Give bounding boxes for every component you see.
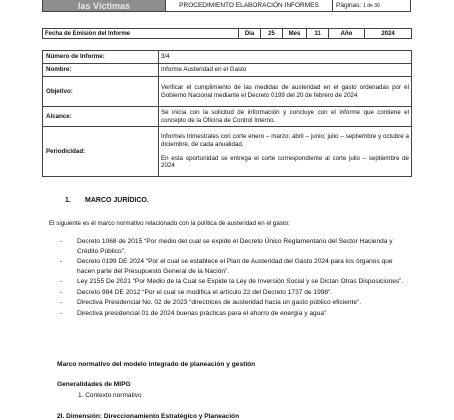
number-label: Número de Informe:	[43, 51, 159, 64]
day-value: 25	[261, 29, 283, 38]
report-info-table	[42, 50, 412, 177]
list-item-text: Directiva presidencial 01 de 2024 buenas prácticas para el ahorro de energía y agua”	[77, 309, 327, 317]
bullet-dash: -	[60, 278, 63, 285]
period-value	[159, 127, 412, 177]
pages-label: Páginas:	[336, 2, 362, 9]
objective-value: Verificar el cumplimiento de las medidas de austeridad en el gasto ordenadas por el Gobierno Nacional mediante el Decreto 0199 del 20 de febrero de 2024	[159, 77, 412, 107]
period-text-1: Informes trimestrales con corte enero – marzo; abril – junio; julio – septiembre y octubre a diciembre, de cada anualidad.	[161, 133, 409, 148]
table-row	[43, 77, 412, 107]
table-row	[43, 127, 412, 177]
entity-logo: las Víctimas	[42, 0, 166, 12]
bullet-dash: -	[60, 258, 63, 265]
month-value: 11	[307, 29, 329, 38]
dimension-heading: 2I. Dimensión: Direccionamiento Estratégico y Planeación	[57, 413, 240, 420]
table-row	[43, 51, 412, 64]
list-item	[60, 237, 412, 256]
section-intro: El siguiente es el marco normativo relacionado con la política de austeridad en el gasto:	[49, 220, 290, 227]
day-label: Día	[239, 29, 261, 38]
bullet-dash: -	[60, 288, 63, 296]
list-item	[60, 277, 412, 287]
name-label: Nombre:	[43, 64, 159, 77]
list-item-text: Decreto 1068 de 2015 “Por medio del cual se expide el Decreto Único Reglamentario del Sector Hacienda y Crédito Público”.	[77, 238, 393, 255]
year-value: 2024	[381, 31, 395, 37]
procedure-title: PROCEDIMIENTO ELABORACIÓN INFORMES	[166, 0, 333, 12]
scope-value: Se inicia con la solicitud de información y concluye con el informe que contiene el concepto de la Oficina de Control Interno.	[159, 107, 412, 127]
list-item	[60, 257, 412, 276]
section-heading	[65, 197, 149, 204]
table-row	[43, 64, 412, 77]
number-value: 3/4	[159, 51, 412, 64]
scope-label: Alcance:	[43, 107, 159, 127]
month-label: Mes	[283, 29, 307, 38]
section-title: MARCO JURÍDICO.	[85, 197, 149, 204]
page-counter	[333, 0, 411, 12]
list-item-text: Ley 2155 De 2021 “Por Medio de la Cual se Expide la Ley de Inversión Social y se Dictan Otras Disposiciones”.	[77, 278, 404, 285]
year-label: Año	[329, 29, 365, 38]
period-text-2: En esta oportunidad se entrega el corte correspondiente al corte julio – septiembre de 2024	[161, 154, 409, 170]
pages-value: 1 de 30	[363, 3, 380, 9]
mipg-general-heading: Generalidades de MIPG	[57, 381, 131, 388]
list-item-text: Decreto 0199 DE 2024 “Por el cual se establece el Plan de Austeridad del Gasto 2024 para los órganos que hacen parte del Presupuesto General de la Nación”.	[77, 258, 393, 275]
table-row	[43, 107, 412, 127]
list-item	[60, 288, 412, 298]
section-number: 1.	[65, 197, 71, 204]
bullet-dash: -	[60, 299, 63, 306]
list-item	[60, 298, 412, 308]
document-header	[0, 0, 454, 14]
legal-framework-list	[60, 237, 412, 319]
list-item-text: Decreto 984 DE 2012 “Por el cual se modifica el artículo 22 del Decreto 1737 de 1998”.	[77, 288, 333, 296]
period-label: Periodicidad:	[43, 127, 159, 177]
list-item-text: Directiva Presidencial No. 02 de 2023 “directrices de austeridad hacia un gasto público eficiente”.	[77, 299, 362, 306]
list-item	[60, 309, 412, 319]
emission-date-label: Fecha de Emisión del Informe	[43, 29, 239, 38]
emission-date-row	[42, 28, 412, 39]
objective-label: Objetivo:	[43, 77, 159, 107]
mipg-framework-heading: Marco normativo del modelo integrado de planeación y gestión	[57, 361, 256, 368]
context-item: 1. Contexto normativo	[78, 392, 142, 399]
name-value: Informe Austeridad en el Gasto	[159, 64, 412, 77]
bullet-dash: -	[60, 238, 63, 245]
bullet-dash: -	[60, 309, 63, 317]
